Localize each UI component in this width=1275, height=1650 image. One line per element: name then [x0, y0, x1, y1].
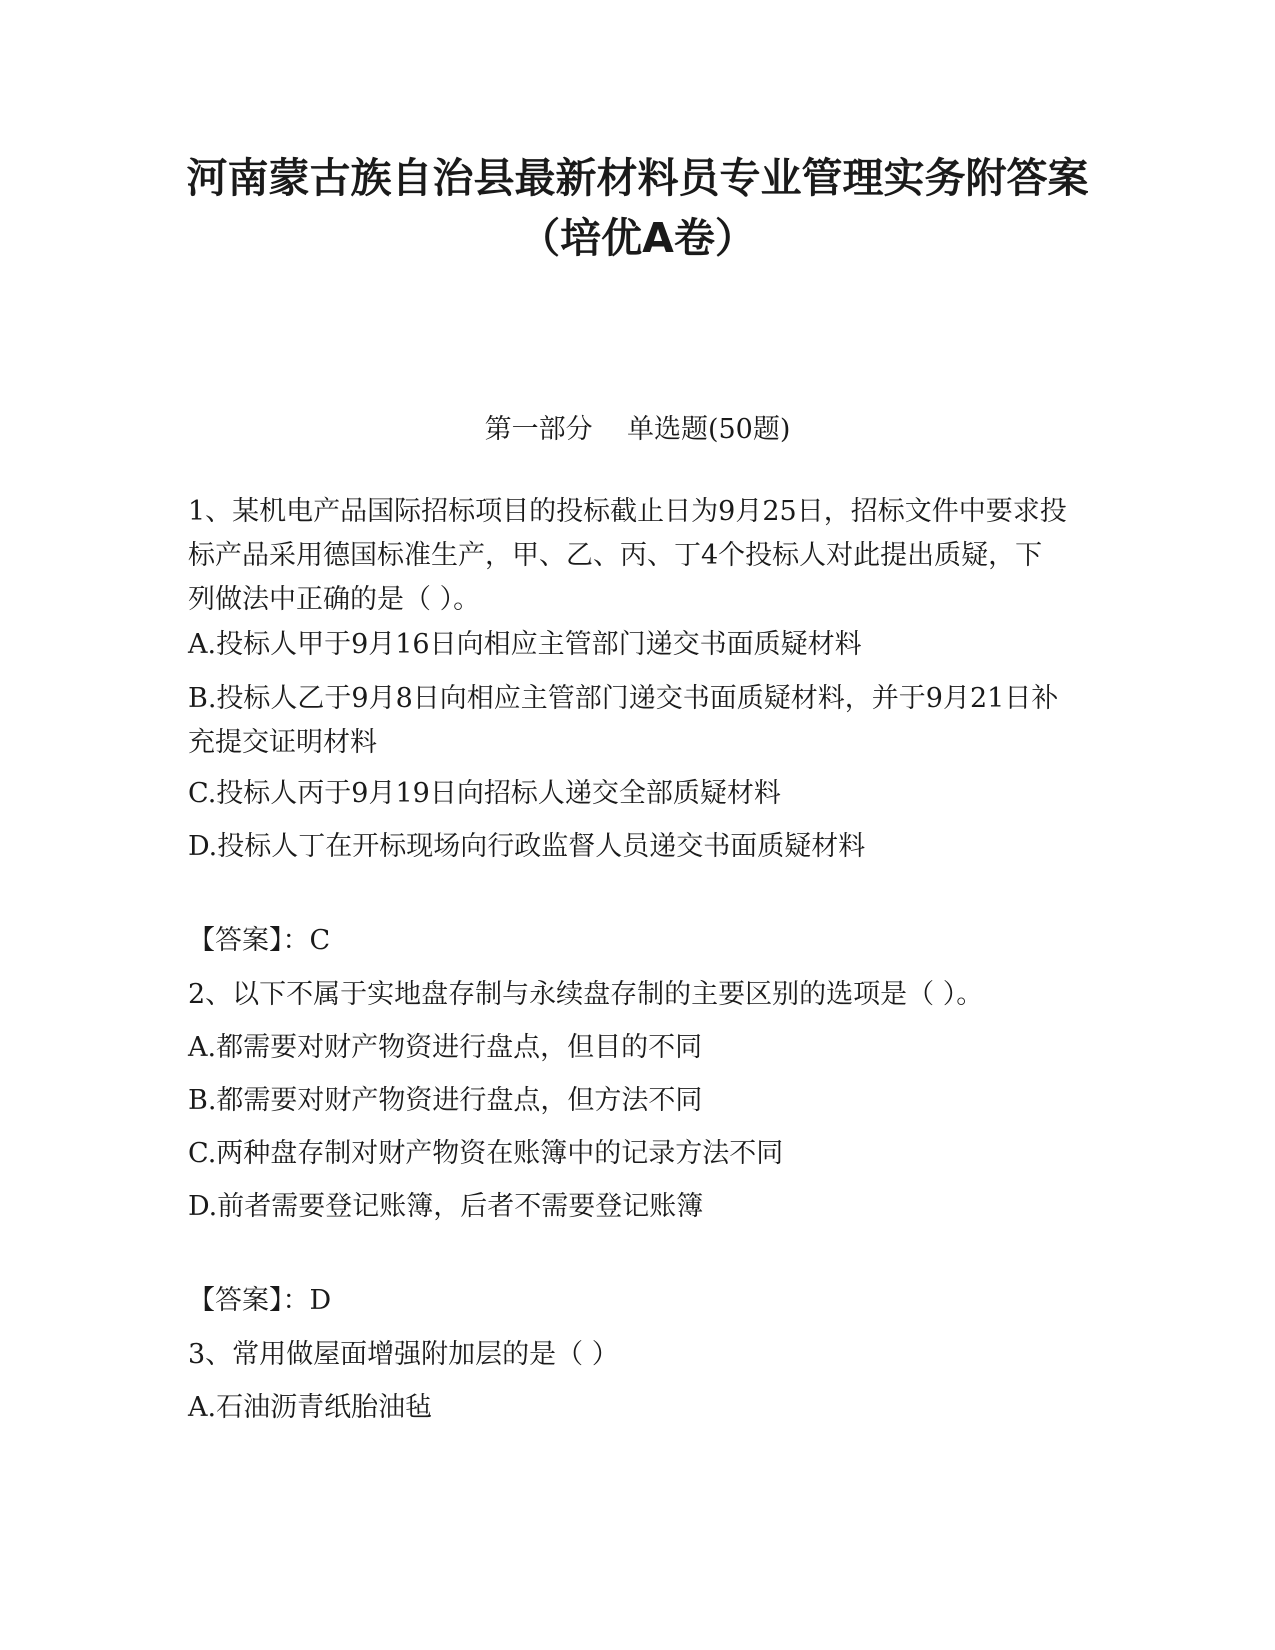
question-2-option-a: A.都需要对财产物资进行盘点，但目的不同	[188, 1032, 703, 1063]
question-2-option-c: C.两种盘存制对财产物资在账簿中的记录方法不同	[188, 1138, 784, 1169]
question-2-stem: 2、以下不属于实地盘存制与永续盘存制的主要区别的选项是（ ）。	[188, 979, 984, 1010]
question-2-answer: 【答案】：D	[188, 1285, 332, 1316]
document-title: 河南蒙古族自治县最新材料员专业管理实务附答案（培优A卷）	[186, 154, 1089, 262]
question-1-answer: 【答案】：C	[188, 925, 331, 956]
question-1-option-c: C.投标人丙于9月19日向招标人递交全部质疑材料	[188, 778, 781, 809]
question-1-option-d: D.投标人丁在开标现场向行政监督人员递交书面质疑材料	[188, 831, 866, 862]
question-1-option-b: B.投标人乙于9月8日向相应主管部门递交书面质疑材料，并于9月21日补充提交证明材料	[188, 683, 1059, 758]
section-heading: 第一部分 单选题(50题)	[484, 414, 791, 445]
question-2-option-b: B.都需要对财产物资进行盘点，但方法不同	[188, 1085, 703, 1116]
question-3-stem: 3、常用做屋面增强附加层的是（ ）	[188, 1339, 619, 1370]
question-2-option-d: D.前者需要登记账簿，后者不需要登记账簿	[188, 1191, 704, 1222]
question-3-option-a: A.石油沥青纸胎油毡	[188, 1392, 433, 1423]
question-1-option-a: A.投标人甲于9月16日向相应主管部门递交书面质疑材料	[188, 629, 862, 660]
question-1-stem: 1、某机电产品国际招标项目的投标截止日为9月25日，招标文件中要求投标产品采用德国标准生产，甲、乙、丙、丁4个投标人对此提出质疑，下列做法中正确的是（ ）。	[188, 496, 1067, 615]
